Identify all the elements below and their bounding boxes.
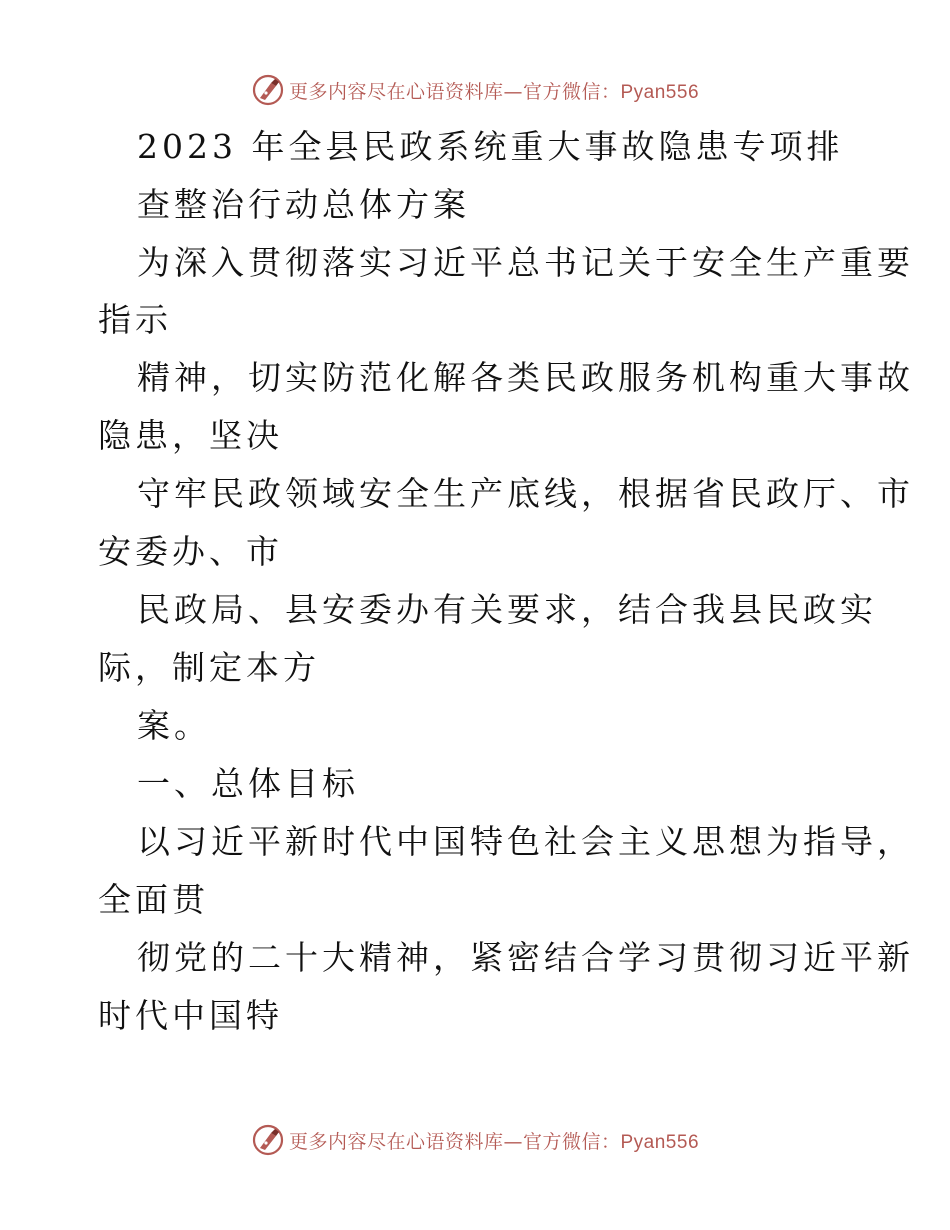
pen-nib-logo-icon [251, 1123, 285, 1157]
watermark-header [0, 70, 950, 110]
watermark-separator: — [503, 80, 523, 103]
paragraph-line: 守牢民政领域安全生产底线，根据省民政厅、市 [137, 474, 914, 513]
section-heading: 一、总体目标 [137, 764, 359, 803]
paragraph-line: 为深入贯彻落实习近平总书记关于安全生产重要 [137, 243, 914, 282]
watermark-text [289, 77, 699, 104]
document-title-line-2: 查整治行动总体方案 [137, 185, 470, 224]
paragraph-line: 安委办、市 [98, 532, 283, 571]
paragraph-line: 时代中国特 [98, 996, 283, 1035]
watermark-site-text: 更多内容尽在心语资料库 [288, 1130, 504, 1153]
paragraph-line: 民政局、县安委办有关要求，结合我县民政实 [137, 590, 877, 629]
watermark-text [289, 1127, 699, 1154]
paragraph-line: 精神，切实防范化解各类民政服务机构重大事故 [137, 358, 914, 397]
paragraph-line: 际，制定本方 [98, 648, 320, 687]
paragraph-line: 彻党的二十大精神，紧密结合学习贯彻习近平新 [137, 938, 914, 977]
paragraph-line: 全面贯 [98, 880, 209, 919]
watermark-wechat-label: 官方微信： [522, 1130, 621, 1153]
watermark-wechat-id: Pyan556 [620, 81, 700, 103]
watermark-wechat-id: Pyan556 [620, 1131, 700, 1153]
pen-nib-logo-icon [251, 73, 285, 107]
watermark-separator: — [503, 1130, 523, 1153]
watermark-footer [0, 1120, 950, 1160]
paragraph-line: 隐患，坚决 [98, 416, 283, 455]
paragraph-line: 指示 [98, 300, 172, 339]
document-title-line-1: 2023 年全县民政系统重大事故隐患专项排 [137, 127, 844, 166]
watermark-site-text: 更多内容尽在心语资料库 [288, 80, 504, 103]
watermark-wechat-label: 官方微信： [522, 80, 621, 103]
paragraph-line: 案。 [137, 706, 211, 745]
paragraph-line: 以习近平新时代中国特色社会主义思想为指导， [137, 822, 914, 861]
